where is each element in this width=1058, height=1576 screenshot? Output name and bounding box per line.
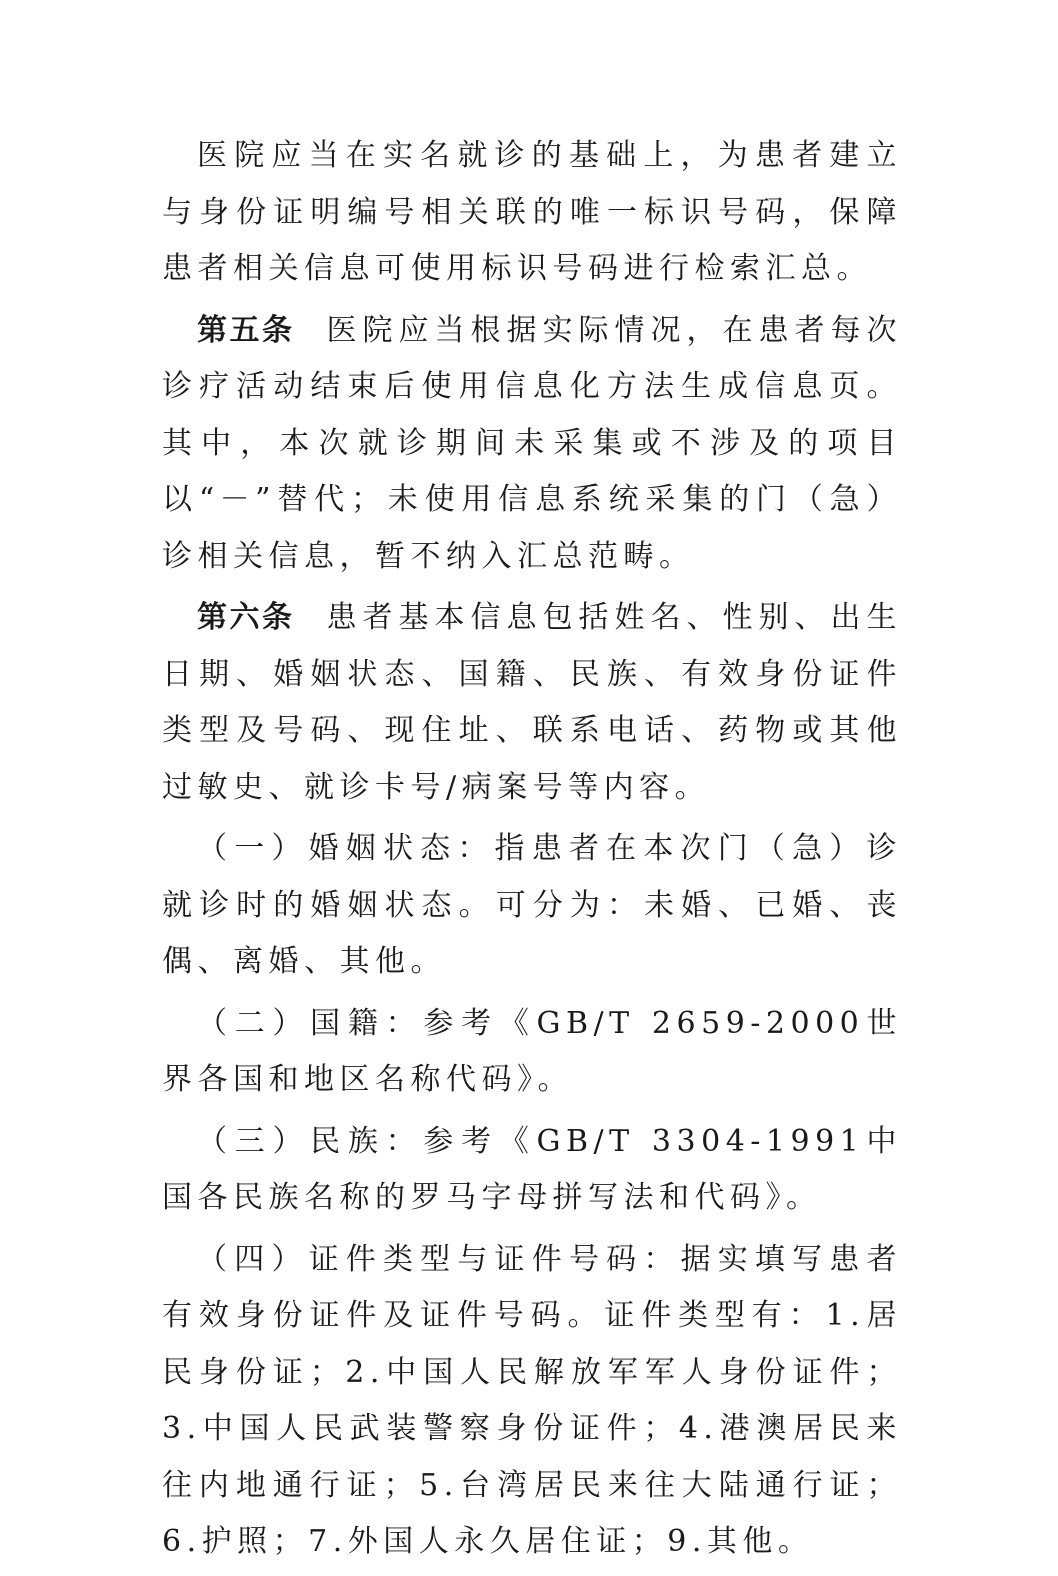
item-id-document (162, 1232, 902, 1571)
document-body (162, 128, 902, 1576)
paragraph-patient-identifier (162, 128, 902, 298)
paragraph-text: （三）民族：参考《GB/T 3304-1991中国各民族名称的罗马字母拼写法和代码》。 (162, 1123, 902, 1215)
article-number: 第六条 (197, 600, 295, 635)
paragraph-text: （四）证件类型与证件号码：据实填写患者有效身份证件及证件号码。证件类型有：1.居民身份证；2.中国人民解放军军人身份证件；3.中国人民武装警察身份证件；4.港澳居民来往内地通行证；5.台湾居民来往大陆通行证；6.护照；7.外国人永久居住证；9.其他。 (162, 1241, 902, 1559)
item-nationality (162, 996, 902, 1109)
item-marital-status (162, 821, 902, 991)
article-6-paragraph (162, 590, 902, 816)
paragraph-text: （一）婚姻状态：指患者在本次门（急）诊就诊时的婚姻状态。可分为：未婚、已婚、丧偶、离婚、其他。 (162, 831, 902, 979)
article-number: 第五条 (197, 312, 295, 348)
article-5-paragraph (162, 303, 902, 586)
paragraph-text: 医院应当在实名就诊的基础上，为患者建立与身份证明编号相关联的唯一标识号码，保障患者相关信息可使用标识号码进行检索汇总。 (162, 138, 902, 286)
paragraph-text: （二）国籍：参考《GB/T 2659-2000世界各国和地区名称代码》。 (162, 1005, 902, 1097)
paragraph-text: 患者基本信息包括姓名、性别、出生日期、婚姻状态、国籍、民族、有效身份证件类型及号码、现住址、联系电话、药物或其他过敏史、就诊卡号/病案号等内容。 (162, 600, 902, 805)
item-ethnicity (162, 1114, 902, 1227)
paragraph-text: 医院应当根据实际情况，在患者每次诊疗活动结束后使用信息化方法生成信息页。其中，本次就诊期间未采集或不涉及的项目以“－”替代；未使用信息系统采集的门（急）诊相关信息，暂不纳入汇总范畴。 (162, 312, 902, 574)
